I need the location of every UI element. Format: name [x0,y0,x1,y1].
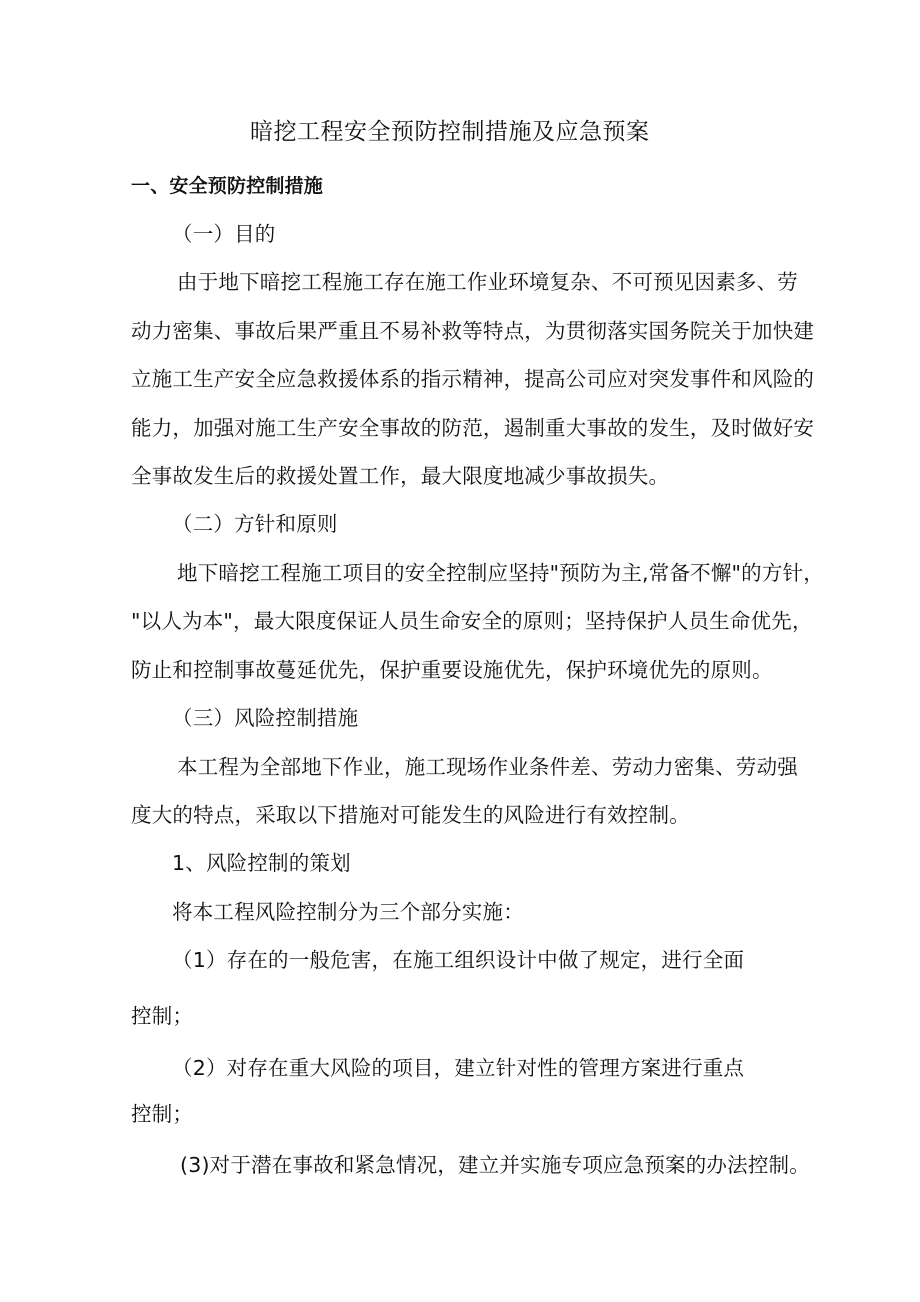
section-heading-1: 一、安全预防控制措施 [131,175,324,197]
paragraph-line: 全事故发生后的救援处置工作，最大限度地减少事故损失。 [131,464,670,488]
paragraph-line: 本工程为全部地下作业，施工现场作业条件差、劳动力密集、劳动强 [177,755,798,779]
paragraph-line: 动力密集、事故后果严重且不易补救等特点，为贯彻落实国务院关于加快建 [131,319,815,343]
list-item-continuation: 控制； [131,1102,194,1126]
paragraph-line: 度大的特点，采取以下措施对可能发生的风险进行有效控制。 [131,803,690,827]
paragraph-line: 由于地下暗挖工程施工存在施工作业环境复杂、不可预见因素多、劳 [177,270,798,294]
list-item: (3)对于潜在事故和紧急情况，建立并实施专项应急预案的办法控制。 [180,1153,810,1177]
paragraph-line: 防止和控制事故蔓延优先，保护重要设施优先，保护环境优先的原则。 [131,658,773,682]
item-intro: 将本工程风险控制分为三个部分实施： [172,900,524,924]
subsection-heading-principles: （二）方针和原则 [172,512,338,536]
subsection-heading-purpose: （一）目的 [172,222,276,246]
paragraph-line: 立施工生产安全应急救援体系的指示精神，提高公司应对突发事件和风险的 [131,367,815,391]
list-item: （1）存在的一般危害，在施工组织设计中做了规定，进行全面 [172,948,745,972]
paragraph-line: 能力，加强对施工生产安全事故的防范，遏制重大事故的发生，及时做好安 [131,416,815,440]
document-title: 暗挖工程安全预防控制措施及应急预案 [250,119,650,145]
subsection-heading-risk-control: （三）风险控制措施 [172,706,359,730]
paragraph-line: 地下暗挖工程施工项目的安全控制应坚持"预防为主,常备不懈"的方针， [177,561,824,585]
paragraph-line: "以人为本"，最大限度保证人员生命安全的原则；坚持保护人员生命优先， [131,609,813,633]
item-heading-risk-planning: 1、风险控制的策划 [172,851,351,875]
list-item: （2）对存在重大风险的项目，建立针对性的管理方案进行重点 [172,1056,745,1080]
list-item-continuation: 控制； [131,1004,194,1028]
